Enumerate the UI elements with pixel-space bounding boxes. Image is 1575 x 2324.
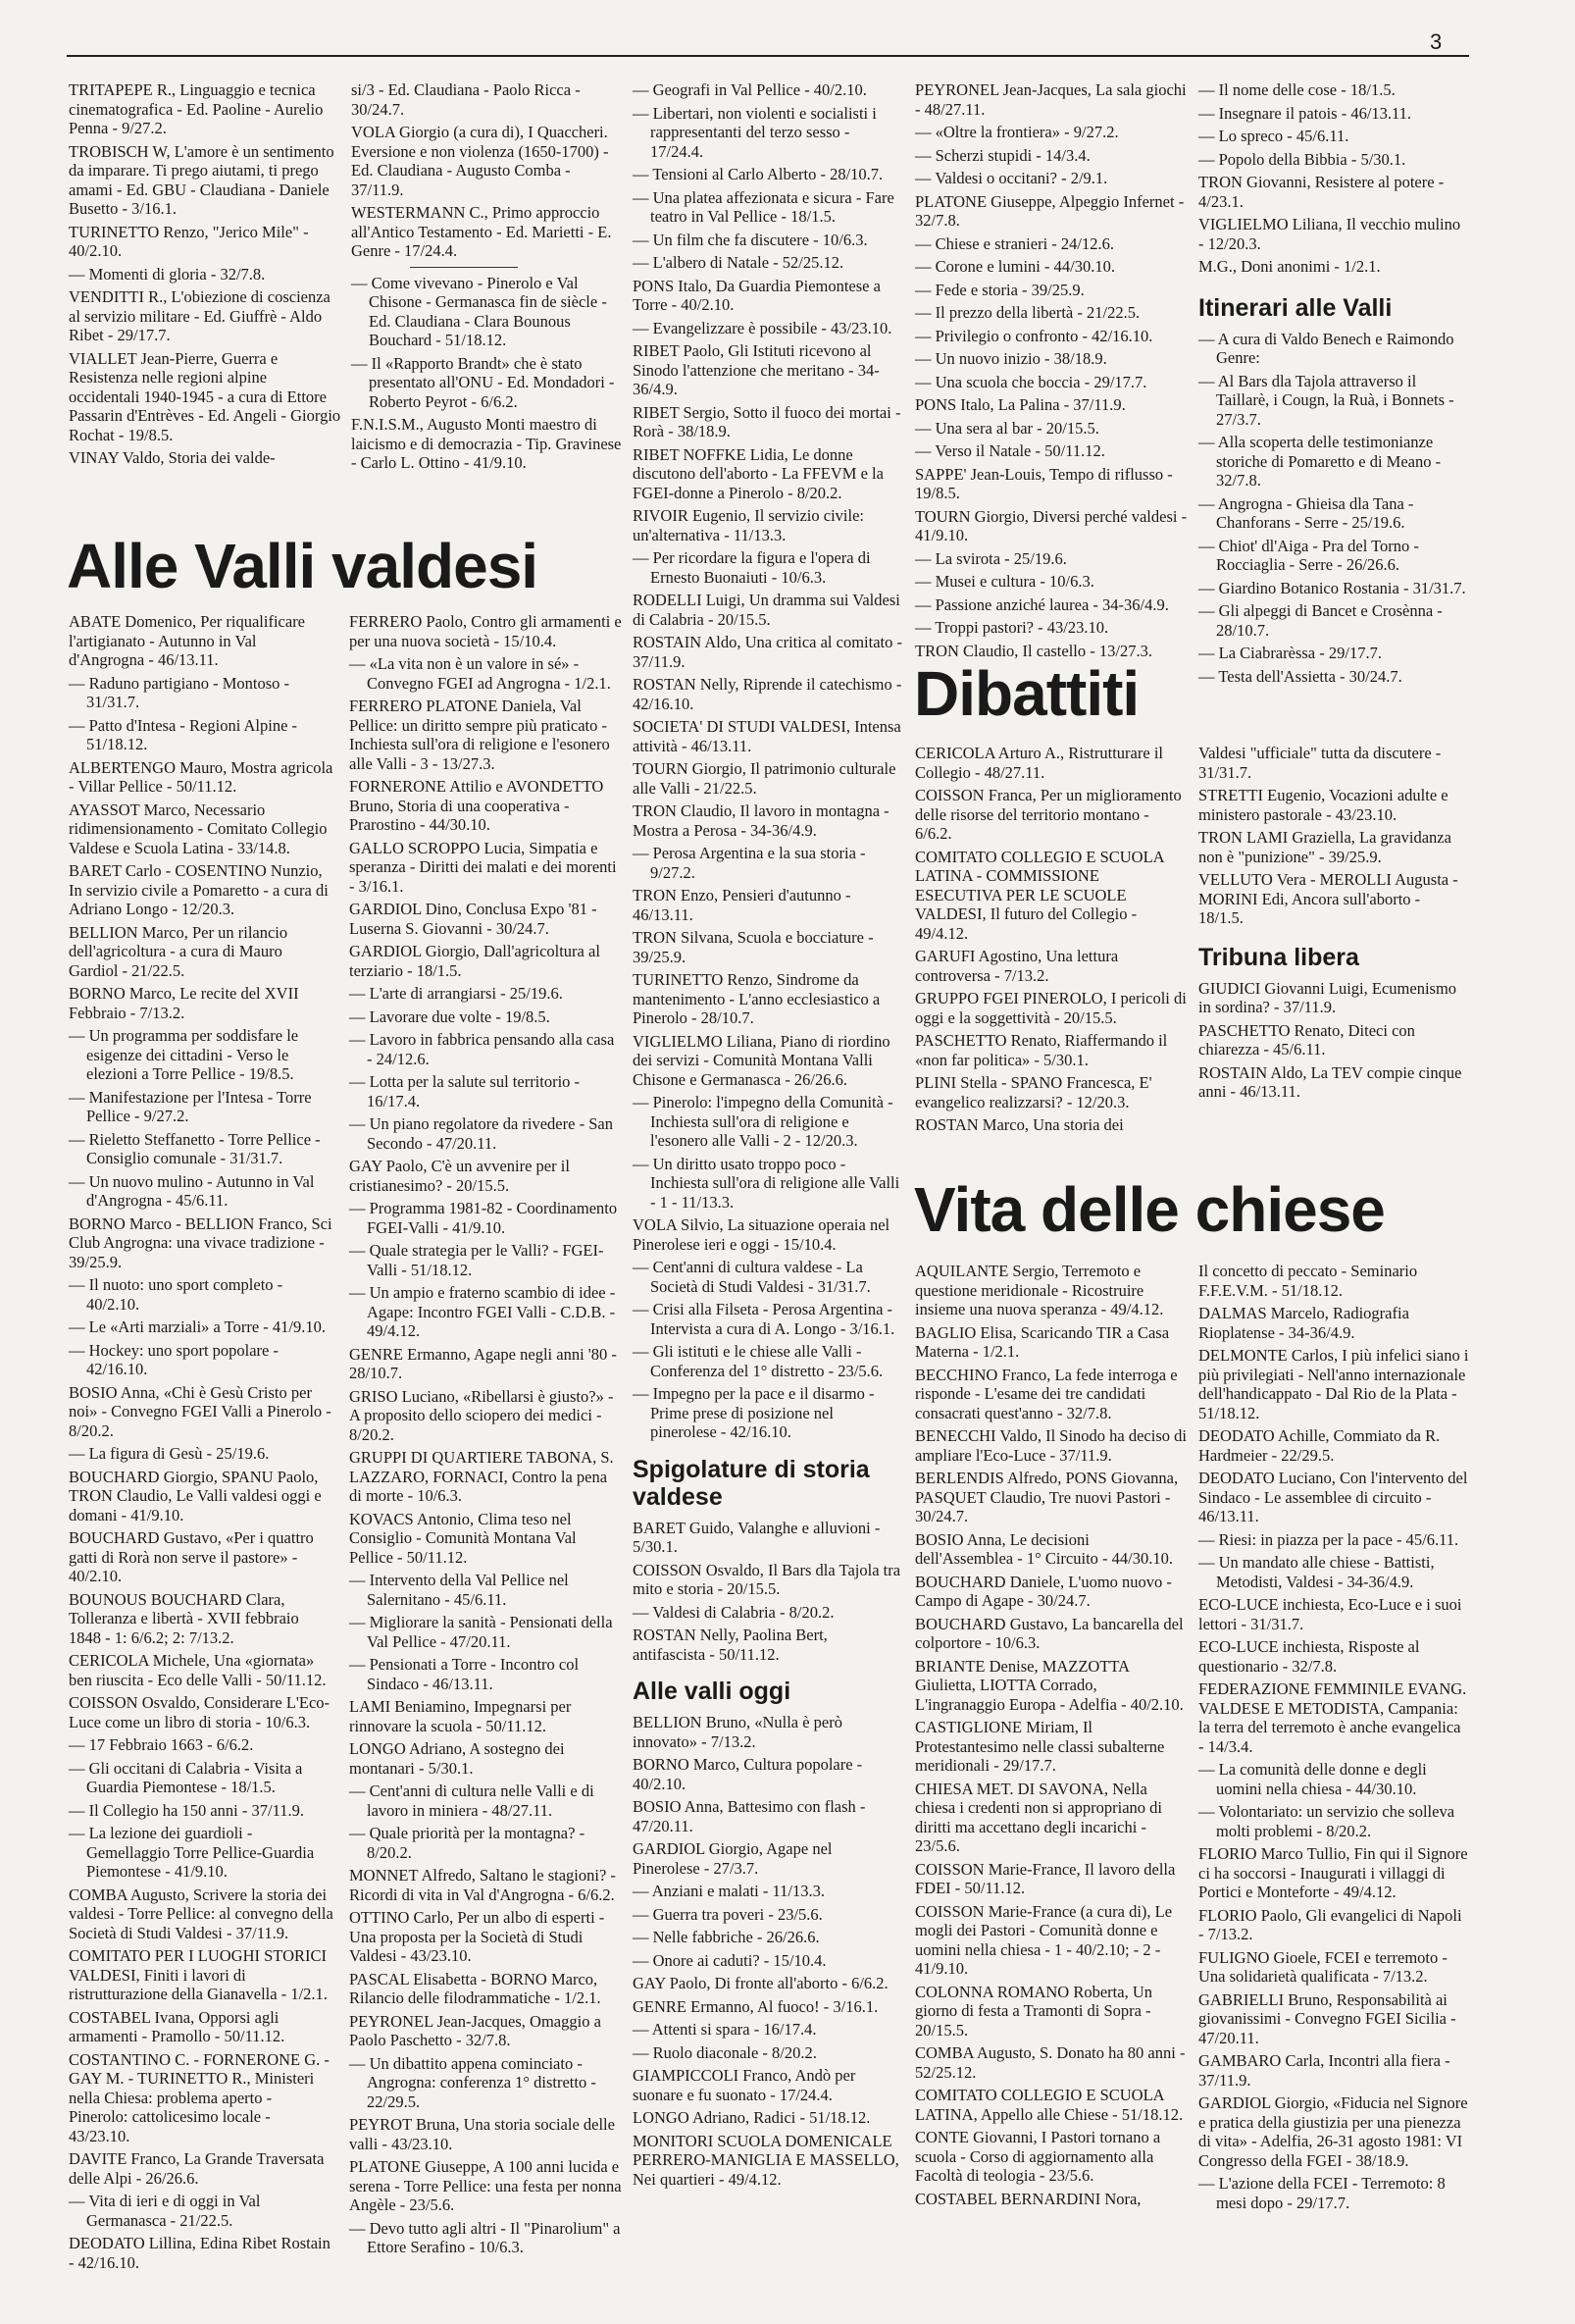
index-entry: — Devo tutto agli altri - Il "Pinarolium" a Ettore Serafino - 10/6.3. — [349, 2218, 621, 2256]
index-entry: — Migliorare la sanità - Pensionati della Val Pellice - 47/20.11. — [349, 1613, 613, 1651]
index-entry: COISSON Osvaldo, Considerare L'Eco-Luce come un libro di storia - 10/6.3. — [69, 1693, 330, 1731]
index-entry: DAVITE Franco, La Grande Traversata delle Alpi - 26/26.6. — [69, 2149, 325, 2188]
index-entry: ALBERTENGO Mauro, Mostra agricola - Villar Pellice - 50/11.12. — [69, 757, 333, 796]
index-entry: — Un nuovo mulino - Autunno in Val d'Angrogna - 45/6.11. — [69, 1171, 315, 1210]
heading-dibattiti: Dibattiti — [914, 658, 1140, 729]
index-entry: ROSTAN Marco, Una storia dei — [915, 1115, 1124, 1134]
index-entry: — Raduno partigiano - Montoso - 31/31.7. — [69, 673, 290, 711]
index-entry: — L'arte di arrangiarsi - 25/19.6. — [349, 984, 563, 1003]
index-entry: — L'azione della FCEI - Terremoto: 8 mesi dopo - 29/17.7. — [1198, 2174, 1446, 2212]
entries-top — [351, 80, 624, 261]
index-entry: — Tensioni al Carlo Alberto - 28/10.7. — [633, 165, 884, 183]
index-entry: RIBET Paolo, Gli Istituti ricevono al Sinodo l'attenzione che meritano - 34-36/4.9. — [633, 341, 880, 398]
index-entry: MONITORI SCUOLA DOMENICALE PERRERO-MANIGLIA E MASSELLO, Nei quartieri - 49/4.12. — [633, 2131, 899, 2189]
index-entry: — A cura di Valdo Benech e Raimondo Genre: — [1198, 329, 1454, 367]
index-entry: — Una platea affezionata e sicura - Fare teatro in Val Pellice - 18/1.5. — [633, 187, 894, 226]
index-entry: GARDIOL Giorgio, «Fiducia nel Signore e pratica della giustizia per una pienezza di vita» - Adelfia, 26-31 agosto 1981: VI Congresso della FGEI - 38/18.9. — [1198, 2093, 1468, 2170]
index-entry: GARDIOL Giorgio, Agape nel Pinerolese - 27/3.7. — [633, 1839, 833, 1878]
index-entry: TRON Claudio, Il castello - 13/27.3. — [915, 641, 1152, 660]
index-entry: FLORIO Paolo, Gli evangelici di Napoli - 7/13.2. — [1198, 1905, 1462, 1943]
index-entry: — Hockey: uno sport popolare - 42/16.10. — [69, 1340, 279, 1378]
index-entry: RIVOIR Eugenio, Il servizio civile: un'alternativa - 11/13.3. — [633, 506, 864, 544]
index-entry: — Pensionati a Torre - Incontro col Sindaco - 46/13.11. — [349, 1655, 580, 1693]
index-entry: FORNERONE Attilio e AVONDETTO Bruno, Storia di una cooperativa - Prarostino - 44/30.10. — [349, 777, 604, 834]
index-entry: — Guerra tra poveri - 23/5.6. — [633, 1904, 823, 1924]
index-entry: GRISO Luciano, «Ribellarsi è giusto?» - A proposito dello sciopero dei medici - 8/20.2. — [349, 1386, 614, 1444]
index-entry: CHIESA MET. DI SAVONA, Nella chiesa i credenti non si appropriano di diritti ma accettano degli incarichi - 23/5.6. — [915, 1779, 1163, 1855]
index-entry: DELMONTE Carlos, I più infelici siano i più privilegiati - Nell'anno internazionale dell'handicappato - Dal Rio de la Plata - 51/18.12. — [1198, 1346, 1469, 1422]
index-entry: BERLENDIS Alfredo, PONS Giovanna, PASQUET Claudio, Tre nuovi Pastori - 30/24.7. — [915, 1469, 1179, 1525]
index-entry: TRON Silvana, Scuola e bocciature - 39/25.9. — [633, 928, 874, 966]
index-entry: M.G., Doni anonimi - 1/2.1. — [1198, 257, 1381, 276]
index-entry: — Libertari, non violenti e socialisti i rappresentanti del terzo sesso - 17/24.4. — [633, 103, 877, 161]
index-entry: — Chiese e stranieri - 24/12.6. — [915, 233, 1114, 253]
index-entry: FLORIO Marco Tullio, Fin qui il Signore ci ha soccorsi - Inaugurati i villaggi di Portici e Monteforte - 49/4.12. — [1198, 1844, 1468, 1901]
index-entry: RIBET NOFFKE Lidia, Le donne discutono dell'aborto - La FFEVM e la FGEI-donne a Pinerolo - 8/20.2. — [633, 444, 884, 502]
index-entry: — Per ricordare la figura e l'opera di Ernesto Buonaiuti - 10/6.3. — [633, 548, 871, 587]
index-entry: COISSON Franca, Per un miglioramento delle risorse del territorio montano - 6/6.2. — [915, 786, 1182, 843]
index-entry: ROSTAN Nelly, Riprende il catechismo - 42/16.10. — [633, 675, 902, 713]
index-entry: — Al Bars dla Tajola attraverso il Taillarè, i Cougn, la Ruà, i Bonnets - 27/3.7. — [1198, 371, 1454, 429]
index-entry: — Il nome delle cose - 18/1.5. — [1198, 80, 1396, 99]
index-entry: — Ruolo diaconale - 8/20.2. — [633, 2042, 817, 2062]
index-entry: COISSON Marie-France (a cura di), Le mogli dei Pastori - Comunità donne e uomini nella chiesa - 1 - 40/2.10; - 2 - 41/9.10. — [915, 1901, 1173, 1978]
index-entry: — Evangelizzare è possibile - 43/23.10. — [633, 318, 892, 337]
index-entry: FERRERO Paolo, Contro gli armamenti e per una nuova società - 15/10.4. — [349, 612, 622, 650]
index-entry: VINAY Valdo, Storia dei valde- — [69, 448, 276, 467]
index-entry: PONS Italo, La Palina - 37/11.9. — [915, 395, 1126, 414]
index-entry: PONS Italo, Da Guardia Piemontese a Torre - 40/2.10. — [633, 276, 881, 314]
index-entry: BORNO Marco - BELLION Franco, Sci Club Angrogna: una vivace tradizione - 39/25.9. — [69, 1214, 332, 1271]
index-entry: — Testa dell'Assietta - 30/24.7. — [1198, 666, 1402, 686]
index-entry: BOUCHARD Gustavo, «Per i quattro gatti di Rorà non serve il pastore» - 40/2.10. — [69, 1528, 314, 1585]
index-entry: — L'albero di Natale - 52/25.12. — [633, 253, 844, 272]
index-entry: TOURN Giorgio, Diversi perché valdesi - 41/9.10. — [915, 506, 1188, 544]
index-entry: — Gli istituti e le chiese alle Valli - Conferenza del 1° distretto - 23/5.6. — [633, 1342, 884, 1380]
index-entry: BENECCHI Valdo, Il Sinodo ha deciso di ampliare l'Eco-Luce - 37/11.9. — [915, 1426, 1187, 1465]
index-entry: — Giardino Botanico Rostania - 31/31.7. — [1198, 578, 1466, 597]
index-entry: GENRE Ermanno, Al fuoco! - 3/16.1. — [633, 1996, 879, 2016]
index-entry: TOURN Giorgio, Il patrimonio culturale alle Valli - 21/22.5. — [633, 759, 896, 798]
heading-tribuna: Tribuna libera — [1198, 943, 1359, 971]
index-entry: VIGLIELMO Liliana, Piano di riordino dei servizi - Comunità Montana Valli Chisone e Germanasca - 26/26.6. — [633, 1031, 890, 1089]
index-entry: TURINETTO Renzo, Sindrome da mantenimento - L'anno ecclesiastico a Pinerolo - 28/10.7. — [633, 970, 881, 1027]
index-entry: — Perosa Argentina e la sua storia - 9/27.2. — [633, 844, 866, 882]
heading-spigolature: Spigolature di storia valdese — [633, 1455, 870, 1511]
column-index-2 — [351, 80, 624, 477]
column-dibattiti-b — [1198, 744, 1469, 1106]
index-entry: GARDIOL Giorgio, Dall'agricoltura al terziario - 18/1.5. — [349, 942, 600, 980]
index-entry: BOUCHARD Gustavo, La bancarella del colportore - 10/6.3. — [915, 1614, 1184, 1652]
index-entry: LONGO Adriano, A sostegno dei montanari - 5/30.1. — [349, 1739, 565, 1778]
index-entry: — Riesi: in piazza per la pace - 45/6.11. — [1198, 1529, 1459, 1549]
index-entry: — Il «Rapporto Brandt» che è stato presentato all'ONU - Ed. Mondadori - Roberto Peyrot - 6/6.2. — [351, 353, 615, 411]
index-entry: — Angrogna - Ghieisa dla Tana - Chanforans - Serre - 25/19.6. — [1198, 493, 1414, 532]
index-entry: GARDIOL Dino, Conclusa Expo '81 - Luserna S. Giovanni - 30/24.7. — [349, 900, 597, 938]
index-entry: PEYRONEL Jean-Jacques, Omaggio a Paolo Paschetto - 32/7.8. — [349, 2011, 601, 2049]
index-entry: BOSIO Anna, Le decisioni dell'Assemblea - 1° Circuito - 44/30.10. — [915, 1529, 1173, 1568]
index-entry: BOUCHARD Daniele, L'uomo nuovo - Campo di Agape - 30/24.7. — [915, 1572, 1172, 1610]
index-entry: GAMBARO Carla, Incontri alla fiera - 37/11.9. — [1198, 2051, 1450, 2090]
index-entry: GALLO SCROPPO Lucia, Simpatia e speranza - Diritti dei malati e dei morenti - 3/16.1. — [349, 838, 617, 896]
index-entry: BOSIO Anna, Battesimo con flash - 47/20.11. — [633, 1797, 866, 1835]
index-entry: ROSTAIN Aldo, Una critica al comitato - 37/11.9. — [633, 633, 902, 671]
index-entry: — La lezione dei guardioli - Gemellaggio Torre Pellice-Guardia Piemontese - 41/9.10. — [69, 1824, 315, 1881]
heading-alle-valli: Alle Valli valdesi — [67, 531, 538, 601]
index-entry: — Programma 1981-82 - Coordinamento FGEI-Valli - 41/9.10. — [349, 1199, 618, 1237]
top-rule — [67, 55, 1469, 57]
index-entry: — Il Collegio ha 150 anni - 37/11.9. — [69, 1800, 304, 1820]
index-entry: — Chiot' dl'Aiga - Pra del Torno - Rocciaglia - Serre - 26/26.6. — [1198, 536, 1419, 574]
column-dibattiti-a — [915, 744, 1188, 1139]
index-entry: — Volontariato: un servizio che solleva molti problemi - 8/20.2. — [1198, 1802, 1455, 1840]
index-entry: — «Oltre la frontiera» - 9/27.2. — [915, 123, 1119, 141]
index-entry: PLATONE Giuseppe, A 100 anni lucida e serena - Torre Pellice: una festa per nonna Angèle - 23/5.6. — [349, 2157, 622, 2214]
index-entry: — Lavoro in fabbrica pensando alla casa - 24/12.6. — [349, 1030, 615, 1068]
index-entry: — Geografi in Val Pellice - 40/2.10. — [633, 80, 867, 99]
column-index-1 — [69, 80, 341, 472]
index-entry: — Valdesi di Calabria - 8/20.2. — [633, 1602, 835, 1622]
index-entry: SOCIETA' DI STUDI VALDESI, Intensa attività - 46/13.11. — [633, 717, 901, 755]
index-entry: — Il nuoto: uno sport completo - 40/2.10. — [69, 1275, 283, 1314]
index-entry: — Un mandato alle chiese - Battisti, Metodisti, Valdesi - 34-36/4.9. — [1198, 1553, 1435, 1591]
index-entry: BARET Carlo - COSENTINO Nunzio, In servizio civile a Pomaretto - a cura di Adriano Longo - 12/20.3. — [69, 861, 329, 918]
index-entry: GENRE Ermanno, Agape negli anni '80 - 28/10.7. — [349, 1344, 617, 1382]
index-entry: — Rieletto Steffanetto - Torre Pellice - Consiglio comunale - 31/31.7. — [69, 1129, 321, 1167]
index-entry: GABRIELLI Bruno, Responsabilità ai giovanissimi - Convegno FGEI Sicilia - 47/20.11. — [1198, 1989, 1456, 2047]
index-entry: TRON Giovanni, Resistere al potere - 4/23.1. — [1198, 173, 1445, 211]
index-entry: PLINI Stella - SPANO Francesca, E' evangelico realizzarsi? - 12/20.3. — [915, 1073, 1152, 1111]
index-entry: — Un dibattito appena cominciato - Angrogna: conferenza 1° distretto - 22/29.5. — [349, 2053, 596, 2111]
heading-valli-oggi: Alle valli oggi — [633, 1678, 791, 1705]
index-entry: TROBISCH W, L'amore è un sentimento da imparare. Ti prego aiutami, ti prego amami - Ed. GBU - Claudiana - Daniele Busetto - 3/16.1. — [69, 141, 334, 218]
index-entry: GIUDICI Giovanni Luigi, Ecumenismo in sordina? - 37/11.9. — [1198, 978, 1457, 1016]
index-entry: OTTINO Carlo, Per un albo di esperti - Una proposta per la Società di Studi Valdesi - 43/23.10. — [349, 1908, 605, 1965]
index-entry: — Manifestazione per l'Intesa - Torre Pellice - 9/27.2. — [69, 1087, 312, 1125]
index-entry: — Nelle fabbriche - 26/26.6. — [633, 1928, 820, 1946]
column-vita-b — [1198, 1262, 1469, 2216]
index-entry: — La comunità delle donne e degli uomini nella chiesa - 44/30.10. — [1198, 1760, 1427, 1798]
index-entry: FEDERAZIONE FEMMINILE EVANG. VALDESE E METODISTA, Campania: la terra del terremoto è anche evangelica - 14/3.4. — [1198, 1679, 1467, 1756]
index-entry: DEODATO Luciano, Con l'intervento del Sindaco - Le assemblee di circuito - 46/13.11. — [1198, 1469, 1468, 1525]
index-entry: GAY Paolo, Di fronte all'aborto - 6/6.2. — [633, 1974, 889, 1992]
index-entry: — La svirota - 25/19.6. — [915, 548, 1067, 568]
index-entry: — La Ciabrarèssa - 29/17.7. — [1198, 644, 1382, 662]
index-entry: — Troppi pastori? - 43/23.10. — [915, 618, 1109, 637]
index-entry: CERICOLA Arturo A., Ristrutturare il Collegio - 48/27.11. — [915, 744, 1163, 782]
entries — [1198, 80, 1469, 277]
heading-vita-chiese: Vita delle chiese — [914, 1174, 1385, 1245]
index-entry: PEYRONEL Jean-Jacques, La sala giochi - 48/27.11. — [915, 80, 1187, 119]
index-entry: COMBA Augusto, S. Donato ha 80 anni - 52/25.12. — [915, 2043, 1186, 2082]
index-entry: STRETTI Eugenio, Vocazioni adulte e ministero pastorale - 43/23.10. — [1198, 786, 1448, 824]
index-entry: — Cent'anni di cultura valdese - La Società di Studi Valdesi - 31/31.7. — [633, 1258, 871, 1296]
index-entry: — Una scuola che boccia - 29/17.7. — [915, 372, 1147, 391]
index-entry: LAMI Beniamino, Impegnarsi per rinnovare la scuola - 50/11.12. — [349, 1697, 572, 1735]
page-number: 3 — [1430, 29, 1443, 54]
index-entry: — Gli alpeggi di Bancet e Crosènna - 28/10.7. — [1198, 601, 1443, 640]
index-entry: LONGO Adriano, Radici - 51/18.12. — [633, 2108, 871, 2127]
index-entry: — Momenti di gloria - 32/7.8. — [69, 264, 266, 284]
index-entry: COMBA Augusto, Scrivere la storia dei valdesi - Torre Pellice: al convegno della Società di Studi Valdesi - 37/11.9. — [69, 1885, 333, 1942]
index-entry: TRON LAMI Graziella, La gravidanza non è "punizione" - 39/25.9. — [1198, 828, 1451, 866]
entries-bottom — [351, 274, 624, 473]
index-entry: ROSTAN Nelly, Paolina Bert, antifascista - 50/11.12. — [633, 1626, 828, 1664]
index-entry: TRON Claudio, Il lavoro in montagna - Mostra a Perosa - 34-36/4.9. — [633, 801, 889, 840]
index-entry: GRUPPO FGEI PINEROLO, I pericoli di oggi e la soggettività - 20/15.5. — [915, 989, 1187, 1027]
index-entry: Il concetto di peccato - Seminario F.F.E.V.M. - 51/18.12. — [1198, 1262, 1418, 1300]
index-entry: TRITAPEPE R., Linguaggio e tecnica cinematografica - Ed. Paoline - Aurelio Penna - 9/27.2. — [69, 80, 324, 137]
index-entry: BAGLIO Elisa, Scaricando TIR a Casa Materna - 1/2.1. — [915, 1322, 1170, 1361]
index-entry: COISSON Marie-France, Il lavoro della FDEI - 50/11.12. — [915, 1859, 1176, 1897]
index-entry: COSTABEL Ivana, Opporsi agli armamenti - Pramollo - 50/11.12. — [69, 2007, 285, 2045]
index-entry: BARET Guido, Valanghe e alluvioni - 5/30.1. — [633, 1518, 881, 1556]
index-entry: CERICOLA Michele, Una «giornata» ben riuscita - Eco delle Valli - 50/11.12. — [69, 1651, 327, 1689]
index-entry: PEYROT Bruna, Una storia sociale delle valli - 43/23.10. — [349, 2115, 615, 2153]
index-entry: RODELLI Luigi, Un dramma sui Valdesi di Calabria - 20/15.5. — [633, 591, 900, 629]
index-entry: MONNET Alfredo, Saltano le stagioni? - Ricordi di vita in Val d'Angrogna - 6/6.2. — [349, 1866, 616, 1904]
index-entry: — Attenti si spara - 16/17.4. — [633, 2020, 817, 2039]
index-entry: — Il prezzo della libertà - 21/22.5. — [915, 303, 1141, 322]
tribuna-list — [1198, 979, 1469, 1102]
index-entry: TURINETTO Renzo, "Jerico Mile" - 40/2.10. — [69, 222, 309, 260]
index-entry: GIAMPICCOLI Franco, Andò per suonare e fu suonato - 17/24.4. — [633, 2066, 856, 2104]
index-entry: VOLA Giorgio (a cura di), I Quaccheri. Eversione e non violenza (1650-1700) - Ed. Claudiana - Augusto Comba - 37/11.9. — [351, 123, 609, 199]
index-entry: TRON Enzo, Pensieri d'autunno - 46/13.11. — [633, 886, 851, 924]
index-entry: — Scherzi stupidi - 14/3.4. — [915, 145, 1091, 165]
index-entry: — Vita di ieri e di oggi in Val Germanasca - 21/22.5. — [69, 2192, 261, 2230]
index-entry: BECCHINO Franco, La fede interroga e risponde - L'esame dei tre candidati consacrati quest'anno - 32/7.8. — [915, 1365, 1178, 1422]
index-entry: — Lavorare due volte - 19/8.5. — [349, 1007, 550, 1026]
index-entry: VELLUTO Vera - MEROLLI Augusta - MORINI Edi, Ancora sull'aborto - 18/1.5. — [1198, 870, 1458, 927]
column-vita-a — [915, 1262, 1188, 2212]
index-entry: — Quale strategia per le Valli? - FGEI-Valli - 51/18.12. — [349, 1241, 604, 1279]
index-entry: — Lo spreco - 45/6.11. — [1198, 127, 1349, 145]
index-entry: — Come vivevano - Pinerolo e Val Chisone - Germanasca fin de siècle - Ed. Claudiana - Clara Bounous Bouchard - 51/18.12. — [351, 273, 607, 349]
index-entry: — Crisi alla Filseta - Perosa Argentina - Intervista a cura di A. Longo - 3/16.1. — [633, 1300, 895, 1338]
index-entry: COMITATO COLLEGIO E SCUOLA LATINA - COMMISSIONE ESECUTIVA PER LE SCUOLE VALDESI, Il futuro del Collegio - 49/4.12. — [915, 847, 1164, 943]
entries — [1198, 744, 1469, 928]
index-entry: COMITATO COLLEGIO E SCUOLA LATINA, Appello alle Chiese - 51/18.12. — [915, 2086, 1184, 2124]
index-entry: ABATE Domenico, Per riqualificare l'artigianato - Autunno in Val d'Angrogna - 46/13.11. — [69, 612, 306, 669]
column-4-top — [915, 80, 1188, 664]
index-entry: BOSIO Anna, «Chi è Gesù Cristo per noi» - Convegno FGEI Valli a Pinerolo - 8/20.2. — [69, 1382, 331, 1440]
index-entry: GARUFI Agostino, Una lettura controversa - 7/13.2. — [915, 947, 1119, 985]
index-entry: COISSON Osvaldo, Il Bars dla Tajola tra mito e storia - 20/15.5. — [633, 1560, 901, 1598]
index-entry: — Cent'anni di cultura nelle Valli e di lavoro in miniera - 48/27.11. — [349, 1782, 594, 1820]
index-entry: COSTABEL BERNARDINI Nora, — [915, 2189, 1142, 2208]
index-entry: BRIANTE Denise, MAZZOTTA Giulietta, LIOTTA Corrado, L'ingranaggio Europa - Adelfia - 40/2.10. — [915, 1656, 1184, 1714]
index-entry: RIBET Sergio, Sotto il fuoco dei mortai - Rorà - 38/18.9. — [633, 402, 901, 440]
index-entry: — Anziani e malati - 11/13.3. — [633, 1882, 825, 1900]
index-entry: AYASSOT Marco, Necessario ridimensionamento - Comitato Collegio Valdese e Scuola Latina - 33/14.8. — [69, 800, 328, 857]
index-entry: PASCAL Elisabetta - BORNO Marco, Rilancio delle filodrammatiche - 1/2.1. — [349, 1969, 601, 2007]
index-entry: COSTANTINO C. - FORNERONE G. - GAY M. - TURINETTO R., Ministeri nella Chiesa: problema aperto - Pinerolo: cattolicesimo locale - 43/23.10. — [69, 2049, 330, 2145]
index-entry: BOUCHARD Giorgio, SPANU Paolo, TRON Claudio, Le Valli valdesi oggi e domani - 41/9.10. — [69, 1467, 322, 1524]
index-entry: — Una sera al bar - 20/15.5. — [915, 418, 1099, 438]
column-5-top — [1198, 80, 1469, 690]
index-entry: — Musei e cultura - 10/6.3. — [915, 572, 1094, 591]
index-entry: — Le «Arti marziali» a Torre - 41/9.10. — [69, 1317, 327, 1336]
index-entry: — Intervento della Val Pellice nel Salernitano - 45/6.11. — [349, 1571, 569, 1609]
index-entry: — Passione anziché laurea - 34-36/4.9. — [915, 594, 1169, 614]
spigolature-list — [633, 1519, 903, 1665]
entries — [633, 80, 903, 1442]
index-entry: — Un programma per soddisfare le esigenze dei cittadini - Verso le elezioni a Torre Pellice - 19/8.5. — [69, 1026, 299, 1083]
index-entry: — 17 Febbraio 1663 - 6/6.2. — [69, 1735, 254, 1754]
index-entry: FERRERO PLATONE Daniela, Val Pellice: un diritto sempre più praticato - Inchiesta sull'ora di religione e l'esonero alle Valli - 3 - 13/27.3. — [349, 697, 610, 773]
index-entry: — Gli occitani di Calabria - Visita a Guardia Piemontese - 18/1.5. — [69, 1758, 303, 1796]
index-entry: — Quale priorità per la montagna? - 8/20.2. — [349, 1824, 585, 1862]
index-entry: — Fede e storia - 39/25.9. — [915, 280, 1085, 299]
index-entry: VIALLET Jean-Pierre, Guerra e Resistenza nelle regioni alpine occidentali 1940-1945 - a cura di Ettore Passarin d'Entrèves - Ed. Angeli - Giorgio Rochat - 19/8.5. — [69, 348, 341, 444]
index-entry: si/3 - Ed. Claudiana - Paolo Ricca - 30/24.7. — [351, 80, 581, 119]
index-entry: BELLION Marco, Per un rilancio dell'agricoltura - a cura di Mauro Gardiol - 21/22.5. — [69, 922, 288, 980]
index-entry: FULIGNO Gioele, FCEI e terremoto - Una solidarietà qualificata - 7/13.2. — [1198, 1947, 1448, 1986]
index-entry: VOLA Silvio, La situazione operaia nel Pinerolese ieri e oggi - 15/10.4. — [633, 1215, 890, 1254]
index-entry: — Lotta per la salute sul territorio - 16/17.4. — [349, 1072, 581, 1110]
index-entry: — Corone e lumini - 44/30.10. — [915, 257, 1115, 276]
index-entry: GRUPPI DI QUARTIERE TABONA, S. LAZZARO, FORNACI, Contro la pena di morte - 10/6.3. — [349, 1448, 614, 1505]
index-entry: VIGLIELMO Liliana, Il vecchio mulino - 12/20.3. — [1198, 215, 1461, 253]
index-entry: — Patto d'Intesa - Regioni Alpine - 51/18.12. — [69, 715, 298, 753]
valli-oggi-list — [633, 1713, 903, 2189]
separator — [410, 267, 518, 268]
index-entry: WESTERMANN C., Primo approccio all'Antico Testamento - Ed. Marietti - E. Genre - 17/24.4. — [351, 203, 612, 260]
index-entry: PASCHETTO Renato, Riaffermando il «non far politica» - 5/30.1. — [915, 1031, 1168, 1069]
index-entry: DEODATO Achille, Commiato da R. Hardmeier - 22/29.5. — [1198, 1426, 1441, 1465]
index-entry: — Un nuovo inizio - 38/18.9. — [915, 349, 1107, 368]
index-entry: DALMAS Marcelo, Radiografia Rioplatense - 34-36/4.9. — [1198, 1304, 1409, 1342]
index-entry: — Privilegio o confronto - 42/16.10. — [915, 326, 1153, 345]
index-entry: CONTE Giovanni, I Pastori tornano a scuola - Corso di aggiornamento alla Facoltà di teologia - 23/5.6. — [915, 2128, 1161, 2185]
column-3 — [633, 80, 903, 2193]
index-entry: F.N.I.S.M., Augusto Monti maestro di laicismo e di democrazia - Tip. Gravinese - Carlo L. Ottino - 41/9.10. — [351, 415, 622, 472]
index-entry: — Pinerolo: l'impegno della Comunità - Inchiesta sull'ora di religione e l'esonero alle Valli - 2 - 12/20.3. — [633, 1093, 893, 1150]
index-entry: BORNO Marco, Cultura popolare - 40/2.10. — [633, 1755, 863, 1793]
index-entry: PASCHETTO Renato, Diteci con chiarezza - 45/6.11. — [1198, 1020, 1415, 1059]
index-entry: — Valdesi o occitani? - 2/9.1. — [915, 169, 1108, 187]
heading-itinerari: Itinerari alle Valli — [1198, 293, 1393, 322]
index-entry: VENDITTI R., L'obiezione di coscienza al servizio militare - Ed. Giuffrè - Aldo Ribet - 29/17.7. — [69, 287, 330, 344]
index-entry: — Alla scoperta delle testimonianze storiche di Pomaretto e di Meano - 32/7.8. — [1198, 433, 1442, 490]
index-entry: BOUNOUS BOUCHARD Clara, Tolleranza e libertà - XVII febbraio 1848 - 1: 6/6.2; 2: 7/13.2. — [69, 1589, 299, 1647]
index-entry: Valdesi "ufficiale" tutta da discutere - 31/31.7. — [1198, 744, 1442, 782]
index-entry: — Popolo della Bibbia - 5/30.1. — [1198, 149, 1406, 169]
index-entry: — Onore ai caduti? - 15/10.4. — [633, 1950, 827, 1970]
index-entry: AQUILANTE Sergio, Terremoto e questione meridionale - Ricostruire insieme una nuova speranza - 49/4.12. — [915, 1262, 1164, 1318]
index-entry: — Un piano regolatore da rivedere - San Secondo - 47/20.11. — [349, 1114, 613, 1153]
index-entry: DEODATO Lillina, Edina Ribet Rostain - 42/16.10. — [69, 2234, 330, 2272]
index-entry: KOVACS Antonio, Clima teso nel Consiglio - Comunità Montana Val Pellice - 50/11.12. — [349, 1509, 577, 1567]
index-entry: COLONNA ROMANO Roberta, Un giorno di festa a Tramonti di Sopra - 20/15.5. — [915, 1982, 1152, 2040]
index-entry: PLATONE Giuseppe, Alpeggio Infernet - 32/7.8. — [915, 191, 1185, 230]
index-entry: — Un film che fa discutere - 10/6.3. — [633, 230, 868, 249]
index-entry: COMITATO PER I LUOGHI STORICI VALDESI, Finiti i lavori di ristrutturazione della Gianavella - 1/2.1. — [69, 1946, 328, 2003]
index-entry: GAY Paolo, C'è un avvenire per il cristianesimo? - 20/15.5. — [349, 1157, 570, 1195]
index-entry: SAPPE' Jean-Louis, Tempo di riflusso - 19/8.5. — [915, 464, 1173, 502]
index-entry: BORNO Marco, Le recite del XVII Febbraio - 7/13.2. — [69, 984, 299, 1022]
index-entry: — Impegno per la pace e il disarmo - Prime prese di posizione nel pinerolese - 42/16.10. — [633, 1384, 875, 1441]
index-entry: — Verso il Natale - 50/11.12. — [915, 441, 1105, 460]
index-entry: CASTIGLIONE Miriam, Il Protestantesimo nelle classi subalterne meridionali - 29/17.7. — [915, 1718, 1165, 1775]
column-valli-a — [69, 612, 333, 2276]
index-entry: — Un diritto usato troppo poco - Inchiesta sull'ora di religione alle Valli - 1 - 11/13.3. — [633, 1154, 900, 1212]
index-entry: BELLION Bruno, «Nulla è però innovato» - 7/13.2. — [633, 1713, 842, 1751]
column-valli-b — [349, 612, 622, 2261]
index-entry: ECO-LUCE inchiesta, Eco-Luce e i suoi lettori - 31/31.7. — [1198, 1595, 1462, 1633]
index-entry: — Insegnare il patois - 46/13.11. — [1198, 103, 1412, 123]
itinerari-list — [1198, 330, 1469, 687]
index-entry: — «La vita non è un valore in sé» - Convegno FGEI ad Angrogna - 1/2.1. — [349, 654, 611, 693]
index-entry: — Un ampio e fraterno scambio di idee - Agape: Incontro FGEI Valli - C.D.B. - 49/4.12. — [349, 1283, 616, 1340]
index-entry: ECO-LUCE inchiesta, Risposte al questionario - 32/7.8. — [1198, 1637, 1420, 1676]
index-entry: ROSTAIN Aldo, La TEV compie cinque anni - 46/13.11. — [1198, 1062, 1462, 1101]
index-entry: — La figura di Gesù - 25/19.6. — [69, 1444, 270, 1463]
